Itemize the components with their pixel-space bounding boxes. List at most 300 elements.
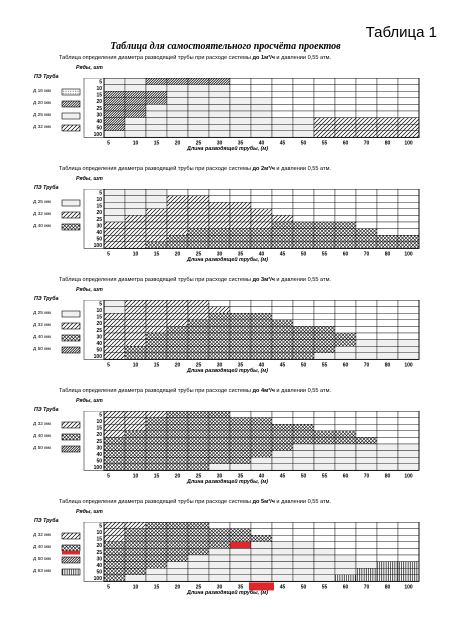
grid-cell — [314, 320, 335, 327]
grid-cell — [272, 196, 293, 203]
grid-cell — [251, 242, 272, 249]
grid-cell — [398, 437, 419, 444]
grid-cell — [188, 131, 209, 138]
grid-cell — [251, 411, 272, 418]
grid-cell — [125, 202, 146, 209]
grid-cell — [188, 104, 209, 111]
grid-cell — [104, 464, 125, 471]
grid-cell — [125, 555, 146, 562]
grid-cell — [335, 235, 356, 242]
row-value-label: 40 — [96, 563, 102, 569]
grid-cell — [293, 340, 314, 347]
grid-cell — [335, 196, 356, 203]
grid-cell — [356, 326, 377, 333]
grid-cell — [398, 548, 419, 555]
grid-cell — [377, 457, 398, 464]
grid-cell — [104, 431, 125, 438]
grid-cell — [314, 548, 335, 555]
grid-cell — [251, 307, 272, 314]
grid-cell — [377, 320, 398, 327]
grid-cell — [377, 333, 398, 340]
grid-cell — [167, 189, 188, 196]
row-value-label: 30 — [96, 445, 102, 452]
grid-cell — [104, 437, 125, 444]
grid-cell — [335, 85, 356, 92]
grid-cell — [356, 189, 377, 196]
grid-cell — [398, 111, 419, 118]
grid-cell — [125, 242, 146, 249]
rows-label: Ряды, шт — [76, 176, 103, 182]
grid-cell — [104, 451, 125, 458]
grid-cell — [125, 209, 146, 216]
grid-cell — [293, 78, 314, 85]
grid-cell — [230, 111, 251, 118]
grid-cell — [125, 535, 146, 542]
grid-cell — [398, 333, 419, 340]
grid-cell — [251, 196, 272, 203]
grid-cell — [146, 346, 167, 353]
grid-cell — [209, 451, 230, 458]
grid-cell — [125, 562, 146, 569]
legend-swatch — [62, 323, 80, 329]
grid-cell — [356, 418, 377, 425]
row-value-label: 25 — [96, 438, 102, 445]
grid-cell — [146, 437, 167, 444]
grid-cell — [251, 78, 272, 85]
grid-cell — [314, 222, 335, 229]
grid-cell — [104, 346, 125, 353]
grid-cell — [356, 529, 377, 536]
grid-cell — [146, 209, 167, 216]
grid-cell — [188, 78, 209, 85]
grid-cell — [398, 313, 419, 320]
grid-cell — [335, 411, 356, 418]
legend-swatch — [62, 347, 80, 353]
col-value-label: 20 — [174, 362, 181, 369]
grid-cell — [230, 91, 251, 98]
col-value-label: 80 — [384, 473, 391, 480]
grid-cell — [188, 111, 209, 118]
grid-cell — [230, 437, 251, 444]
grid-cell — [167, 196, 188, 203]
grid-cell — [251, 118, 272, 125]
grid-cell — [146, 196, 167, 203]
grid-cell — [230, 340, 251, 347]
grid-cell — [188, 124, 209, 131]
grid-cell — [167, 437, 188, 444]
grid-cell — [377, 189, 398, 196]
grid-cell — [272, 118, 293, 125]
col-value-label: 10 — [132, 140, 139, 147]
grid-cell — [104, 568, 125, 575]
grid-cell — [209, 548, 230, 555]
col-value-label: 60 — [342, 473, 349, 480]
grid-cell — [209, 307, 230, 314]
grid-cell — [398, 131, 419, 138]
grid-cell — [293, 189, 314, 196]
table-caption: Таблица определения диаметра разводящей трубы при расходе системы до 3м³/ч и давлении 0,55 атм. — [59, 277, 331, 283]
grid-cell — [230, 431, 251, 438]
col-value-label: 45 — [279, 251, 286, 258]
grid-cell — [398, 562, 419, 569]
grid-cell — [167, 91, 188, 98]
row-value-label: 5 — [99, 523, 102, 530]
grid-cell — [125, 346, 146, 353]
grid-cell — [314, 189, 335, 196]
legend-swatch — [62, 200, 80, 206]
grid-cell — [335, 118, 356, 125]
grid-cell — [104, 196, 125, 203]
grid-cell — [167, 529, 188, 536]
grid-cell — [335, 78, 356, 85]
col-value-label: 40 — [258, 251, 265, 258]
col-value-label: 10 — [132, 362, 139, 369]
col-value-label: 100 — [404, 362, 413, 369]
grid-cell — [272, 189, 293, 196]
grid-cell — [167, 575, 188, 582]
grid-cell — [188, 457, 209, 464]
grid-cell — [230, 300, 251, 307]
grid-cell — [335, 548, 356, 555]
col-value-label: 10 — [132, 473, 139, 480]
row-value-label: 5 — [99, 79, 102, 86]
grid-cell — [251, 189, 272, 196]
grid-cell — [293, 229, 314, 236]
grid-cell — [314, 575, 335, 582]
grid-cell — [209, 111, 230, 118]
col-value-label: 70 — [363, 140, 370, 147]
grid-cell — [209, 353, 230, 360]
grid-cell — [314, 437, 335, 444]
grid-cell — [188, 424, 209, 431]
grid-cell — [188, 85, 209, 92]
col-value-label: 35 — [237, 584, 244, 591]
grid-cell — [104, 229, 125, 236]
grid-cell — [314, 340, 335, 347]
grid-cell — [167, 124, 188, 131]
grid-cell — [104, 320, 125, 327]
grid-cell — [293, 457, 314, 464]
grid-cell — [104, 189, 125, 196]
grid-cell — [209, 313, 230, 320]
grid-cell — [377, 313, 398, 320]
col-value-label: 70 — [363, 362, 370, 369]
col-value-label: 55 — [321, 362, 328, 369]
col-value-label: 20 — [174, 140, 181, 147]
grid-cell — [104, 215, 125, 222]
grid-cell — [188, 431, 209, 438]
grid-cell — [335, 535, 356, 542]
grid-cell — [209, 457, 230, 464]
grid-cell — [314, 326, 335, 333]
grid-cell — [146, 562, 167, 569]
grid-cell — [377, 229, 398, 236]
row-value-label: 15 — [96, 92, 102, 99]
grid-cell — [398, 202, 419, 209]
grid-cell — [146, 326, 167, 333]
grid-cell — [188, 568, 209, 575]
legend-label: Д 32 мм — [33, 212, 51, 217]
x-axis-label: Длина разводящей трубы, (м) — [187, 368, 269, 375]
row-value-label: 50 — [96, 569, 102, 576]
grid-cell — [251, 300, 272, 307]
grid-cell — [293, 124, 314, 131]
grid-cell — [272, 529, 293, 536]
grid-cell — [209, 444, 230, 451]
col-value-label: 60 — [342, 362, 349, 369]
grid-cell — [293, 215, 314, 222]
grid-cell — [377, 78, 398, 85]
grid-cell — [272, 542, 293, 549]
legend-label: Д 40 мм — [33, 434, 51, 439]
grid-cell — [167, 535, 188, 542]
grid-cell — [293, 529, 314, 536]
grid-cell — [398, 209, 419, 216]
grid-cell — [335, 209, 356, 216]
grid-cell — [146, 320, 167, 327]
grid-cell — [314, 411, 335, 418]
grid-cell — [251, 340, 272, 347]
grid-cell — [125, 431, 146, 438]
grid-cell — [146, 542, 167, 549]
grid-cell — [104, 457, 125, 464]
grid-cell — [188, 202, 209, 209]
grid-cell — [293, 118, 314, 125]
grid-cell — [398, 444, 419, 451]
grid-cell — [314, 313, 335, 320]
grid-cell — [293, 555, 314, 562]
grid-cell — [188, 229, 209, 236]
row-value-label: 25 — [96, 105, 102, 112]
legend-label: Д 25 мм — [33, 311, 51, 316]
grid-cell — [146, 215, 167, 222]
grid-cell — [209, 437, 230, 444]
grid-cell — [377, 346, 398, 353]
grid-cell — [356, 242, 377, 249]
grid-cell — [314, 333, 335, 340]
col-value-label: 70 — [363, 251, 370, 258]
grid-cell — [398, 124, 419, 131]
grid-cell — [314, 431, 335, 438]
grid-cell — [209, 340, 230, 347]
grid-cell — [314, 542, 335, 549]
row-value-label: 40 — [96, 119, 102, 125]
grid-cell — [251, 451, 272, 458]
grid-cell — [230, 320, 251, 327]
grid-cell — [167, 78, 188, 85]
row-value-label: 30 — [96, 223, 102, 230]
grid-cell — [314, 346, 335, 353]
grid-cell — [209, 424, 230, 431]
grid-cell — [230, 209, 251, 216]
row-value-label: 15 — [96, 425, 102, 432]
grid-cell — [167, 85, 188, 92]
col-value-label: 30 — [216, 473, 223, 480]
grid-cell — [398, 535, 419, 542]
grid-cell — [293, 418, 314, 425]
grid-cell — [230, 222, 251, 229]
grid-cell — [230, 418, 251, 425]
grid-cell — [230, 444, 251, 451]
grid-cell — [335, 124, 356, 131]
grid-cell — [293, 313, 314, 320]
grid-cell — [272, 202, 293, 209]
grid-cell — [314, 300, 335, 307]
legend-swatch — [62, 335, 80, 341]
row-value-label: 5 — [99, 301, 102, 308]
grid-cell — [398, 235, 419, 242]
grid-cell — [335, 522, 356, 529]
grid-cell — [377, 111, 398, 118]
grid-cell — [167, 313, 188, 320]
grid-cell — [293, 451, 314, 458]
grid-cell — [272, 307, 293, 314]
grid-cell — [377, 431, 398, 438]
grid-cell — [125, 300, 146, 307]
grid-cell — [272, 457, 293, 464]
grid-cell — [146, 457, 167, 464]
grid-cell — [188, 437, 209, 444]
col-value-label: 80 — [384, 362, 391, 369]
grid-cell — [251, 431, 272, 438]
grid-cell — [104, 104, 125, 111]
grid-cell — [104, 522, 125, 529]
grid-cell — [356, 85, 377, 92]
grid-cell — [146, 104, 167, 111]
grid-cell — [314, 568, 335, 575]
grid-cell — [230, 548, 251, 555]
col-value-label: 50 — [300, 362, 307, 369]
grid-cell — [209, 464, 230, 471]
grid-cell — [167, 522, 188, 529]
table-caption: Таблица определения диаметра разводящей трубы при расходе системы до 1м³/ч и давлении 0,55 атм. — [59, 55, 331, 61]
grid-cell — [272, 340, 293, 347]
grid-cell — [356, 346, 377, 353]
grid-cell — [377, 562, 398, 569]
grid-cell — [314, 118, 335, 125]
grid-cell — [335, 320, 356, 327]
grid-cell — [356, 333, 377, 340]
grid-cell — [167, 326, 188, 333]
grid-cell — [398, 326, 419, 333]
grid-cell — [188, 555, 209, 562]
grid-cell — [272, 568, 293, 575]
rows-label: Ряды, шт — [76, 65, 103, 71]
grid-cell — [398, 320, 419, 327]
pipe-label: ПЭ Труба — [34, 407, 59, 413]
grid-cell — [188, 542, 209, 549]
grid-cell — [272, 353, 293, 360]
grid-cell — [251, 333, 272, 340]
grid-cell — [377, 353, 398, 360]
grid-cell — [167, 320, 188, 327]
col-value-label: 5 — [107, 140, 110, 147]
grid-cell — [356, 202, 377, 209]
grid-cell — [251, 529, 272, 536]
grid-cell — [146, 464, 167, 471]
legend-swatch — [62, 113, 80, 119]
grid-cell — [356, 457, 377, 464]
grid-cell — [104, 326, 125, 333]
grid-cell — [146, 575, 167, 582]
rows-label: Ряды, шт — [76, 287, 103, 293]
grid-cell — [398, 215, 419, 222]
col-value-label: 10 — [132, 584, 139, 591]
grid-cell — [104, 340, 125, 347]
grid-cell — [188, 411, 209, 418]
grid-cell — [251, 418, 272, 425]
grid-cell — [104, 209, 125, 216]
grid-cell — [251, 104, 272, 111]
grid-cell — [251, 424, 272, 431]
grid-cell — [125, 78, 146, 85]
grid-cell — [293, 98, 314, 105]
grid-cell — [146, 98, 167, 105]
grid-cell — [377, 326, 398, 333]
grid-cell — [356, 451, 377, 458]
row-value-label: 15 — [96, 203, 102, 210]
grid-cell — [104, 111, 125, 118]
grid-cell — [209, 333, 230, 340]
grid-cell — [293, 307, 314, 314]
col-value-label: 5 — [107, 473, 110, 480]
grid-cell — [293, 411, 314, 418]
grid-cell — [188, 522, 209, 529]
grid-cell — [398, 542, 419, 549]
grid-cell — [272, 300, 293, 307]
grid-cell — [293, 431, 314, 438]
grid-cell — [272, 437, 293, 444]
grid-cell — [230, 562, 251, 569]
grid-cell — [146, 222, 167, 229]
grid-cell — [251, 326, 272, 333]
grid-cell — [209, 78, 230, 85]
grid-cell — [356, 464, 377, 471]
grid-cell — [398, 568, 419, 575]
grid-cell — [314, 215, 335, 222]
grid-cell — [335, 562, 356, 569]
grid-cell — [356, 131, 377, 138]
grid-cell — [146, 418, 167, 425]
grid-cell — [356, 111, 377, 118]
grid-cell — [377, 209, 398, 216]
grid-cell — [209, 411, 230, 418]
grid-cell — [104, 300, 125, 307]
grid-cell — [398, 98, 419, 105]
grid-cell — [398, 300, 419, 307]
grid-cell — [335, 111, 356, 118]
grid-cell — [209, 320, 230, 327]
grid-cell — [146, 340, 167, 347]
col-value-label: 5 — [107, 362, 110, 369]
grid-cell — [272, 313, 293, 320]
grid-cell — [167, 307, 188, 314]
row-value-label: 40 — [96, 452, 102, 458]
grid-cell — [335, 346, 356, 353]
grid-cell — [314, 242, 335, 249]
col-value-label: 40 — [258, 473, 265, 480]
col-value-label: 25 — [195, 140, 202, 147]
grid-cell — [314, 555, 335, 562]
grid-cell — [314, 444, 335, 451]
grid-cell — [377, 522, 398, 529]
grid-cell — [230, 196, 251, 203]
grid-cell — [293, 209, 314, 216]
grid-cell — [209, 209, 230, 216]
grid-cell — [146, 333, 167, 340]
grid-cell — [125, 98, 146, 105]
grid-cell — [188, 215, 209, 222]
